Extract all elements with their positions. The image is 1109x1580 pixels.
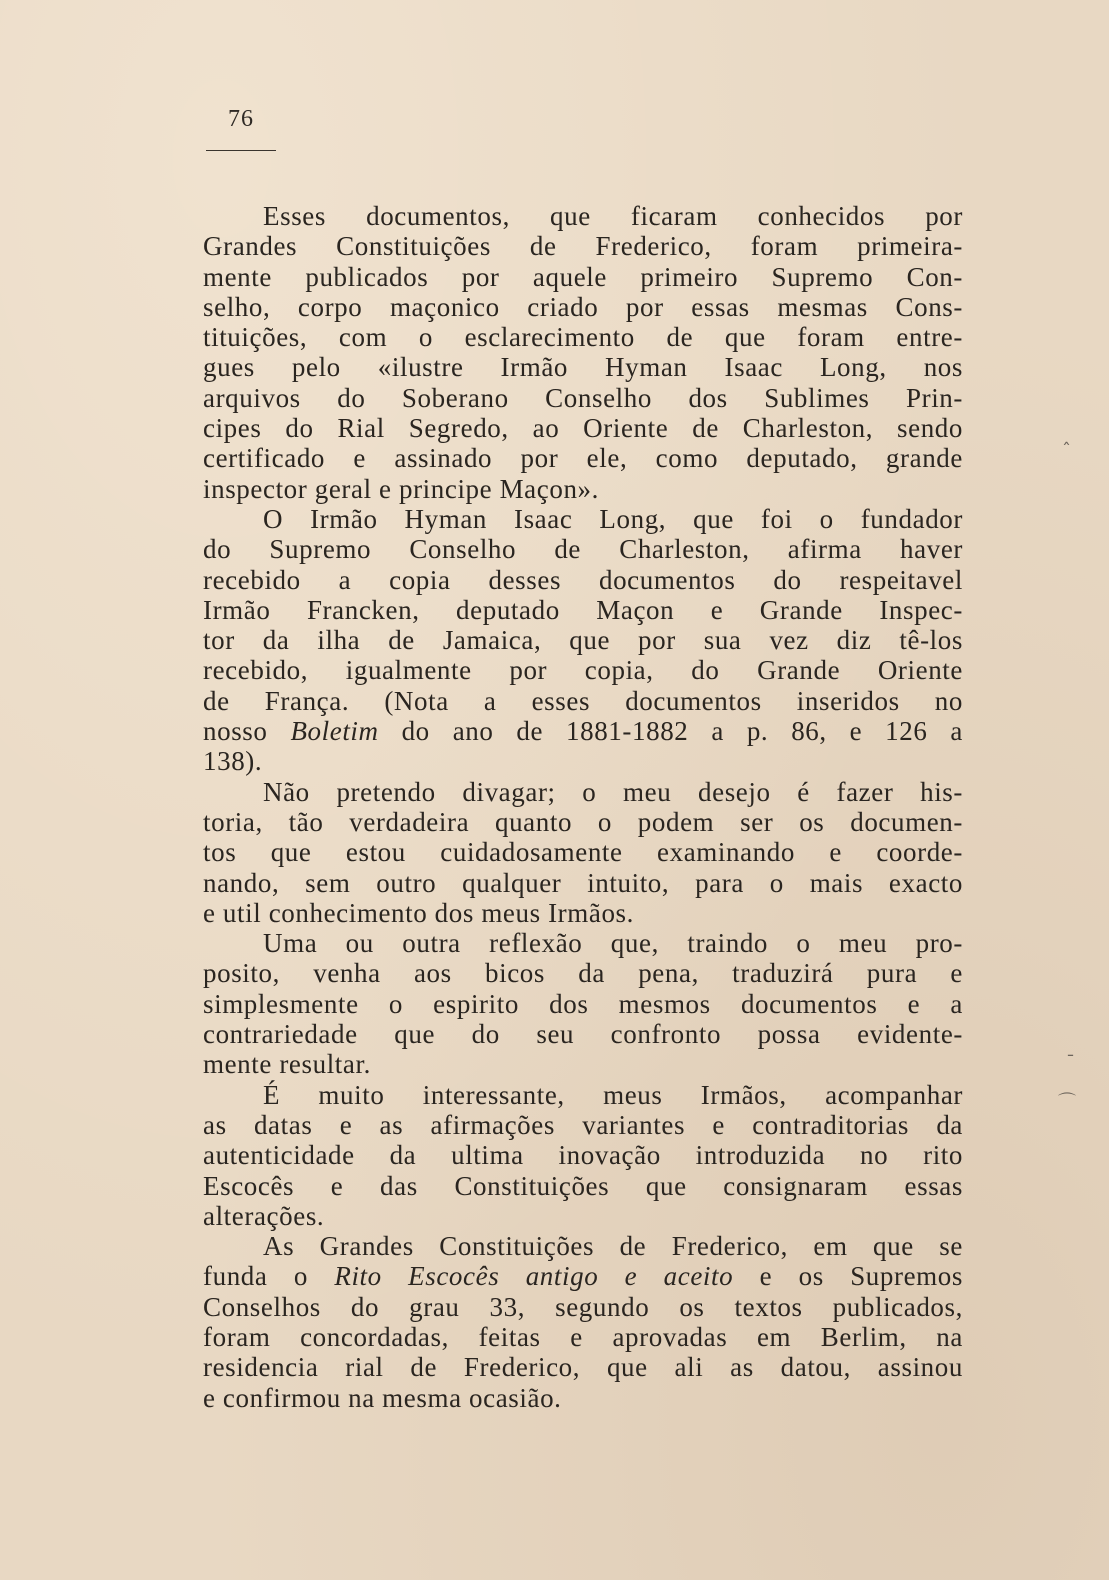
text-line: mente publicados por aquele primeiro Supremo Con- [203, 261, 963, 292]
margin-smudge-mark: ⌒ [1058, 1092, 1076, 1113]
text-line: tos que estou cuidadosamente examinando e coorde- [203, 837, 963, 868]
text-line: O Irmão Hyman Isaac Long, que foi o fundador [263, 503, 963, 534]
text-line: alterações. [203, 1200, 325, 1231]
text-line: cipes do Rial Segredo, ao Oriente de Charleston, sendo [203, 413, 963, 444]
boletim-title: Boletim [290, 716, 379, 747]
page-number-rule [206, 150, 276, 151]
body-text [203, 201, 963, 1413]
text-line: nando, sem outro qualquer intuito, para o mais exacto [203, 867, 963, 898]
text-line: É muito interessante, meus Irmãos, acompanhar [263, 1079, 963, 1110]
text-line: Grandes Constituições de Frederico, foram primeira- [203, 231, 963, 262]
text-line-boletim [203, 716, 963, 746]
text-line: e confirmou na mesma ocasião. [203, 1382, 562, 1413]
text-line: simplesmente o espirito dos mesmos documentos e a [203, 988, 963, 1019]
text-line: selho, corpo maçonico criado por essas mesmas Cons- [203, 291, 963, 322]
paragraph-6 [203, 1231, 963, 1413]
text-line: certificado e assinado por ele, como deputado, grande [203, 443, 963, 474]
text-line: Não pretendo divagar; o meu desejo é fazer his- [263, 776, 963, 807]
text-fragment: funda o [203, 1261, 335, 1292]
text-line: contrariedade que do seu confronto possa evidente- [203, 1019, 963, 1050]
text-line: do Supremo Conselho de Charleston, afirma haver [203, 534, 963, 565]
margin-smudge-mark: ˆ [1062, 440, 1071, 461]
text-line: recebido, igualmente por copia, do Grande Oriente [203, 655, 963, 686]
text-line: As Grandes Constituições de Frederico, em que se [263, 1231, 963, 1262]
text-line: posito, venha aos bicos da pena, traduzirá pura e [203, 958, 963, 989]
text-line: Escocês e das Constituições que consignaram essas [203, 1170, 963, 1201]
text-line: Conselhos do grau 33, segundo os textos publicados, [203, 1291, 963, 1322]
rito-title: Rito Escocês antigo e aceito [334, 1261, 734, 1292]
text-line: 138). [203, 746, 263, 777]
text-line: e util conhecimento dos meus Irmãos. [203, 897, 635, 928]
text-fragment: nosso [203, 716, 291, 747]
text-line: foram concordadas, feitas e aprovadas em Berlim, na [203, 1321, 963, 1352]
text-fragment: do ano de 1881-1882 a p. 86, e 126 a [378, 716, 963, 747]
paragraph-3 [203, 777, 963, 928]
text-line: Irmão Francken, deputado Maçon e Grande Inspec- [203, 594, 963, 625]
text-line: gues pelo «ilustre Irmão Hyman Isaac Long, nos [203, 352, 963, 383]
text-line: arquivos do Soberano Conselho dos Sublimes Prin- [203, 382, 963, 413]
paragraph-4 [203, 928, 963, 1079]
page-number: 76 [228, 106, 254, 132]
text-line: Esses documentos, que ficaram conhecidos por [263, 201, 963, 231]
text-line: inspector geral e principe Maçon». [203, 473, 600, 504]
text-line: tituições, com o esclarecimento de que foram entre- [203, 322, 963, 353]
text-line: residencia rial de Frederico, que ali as datou, assinou [203, 1352, 963, 1383]
text-line: autenticidade da ultima inovação introduzida no rito [203, 1140, 963, 1171]
text-line: as datas e as afirmações variantes e contraditorias da [203, 1109, 963, 1140]
text-line: de França. (Nota a esses documentos inseridos no [203, 685, 963, 716]
text-fragment: e os Supremos [733, 1261, 963, 1292]
text-line: mente resultar. [203, 1049, 371, 1080]
text-line: recebido a copia desses documentos do respeitavel [203, 564, 963, 595]
paragraph-5 [203, 1080, 963, 1231]
text-line: tor da ilha de Jamaica, que por sua vez diz tê-los [203, 625, 963, 656]
text-line-rito [203, 1261, 963, 1291]
paragraph-1 [203, 201, 963, 504]
text-line: toria, tão verdadeira quanto o podem ser os documen- [203, 806, 963, 837]
margin-smudge-mark: ˉ [1066, 1052, 1075, 1073]
paragraph-2 [203, 504, 963, 777]
text-line: Uma ou outra reflexão que, traindo o meu pro- [263, 928, 963, 959]
